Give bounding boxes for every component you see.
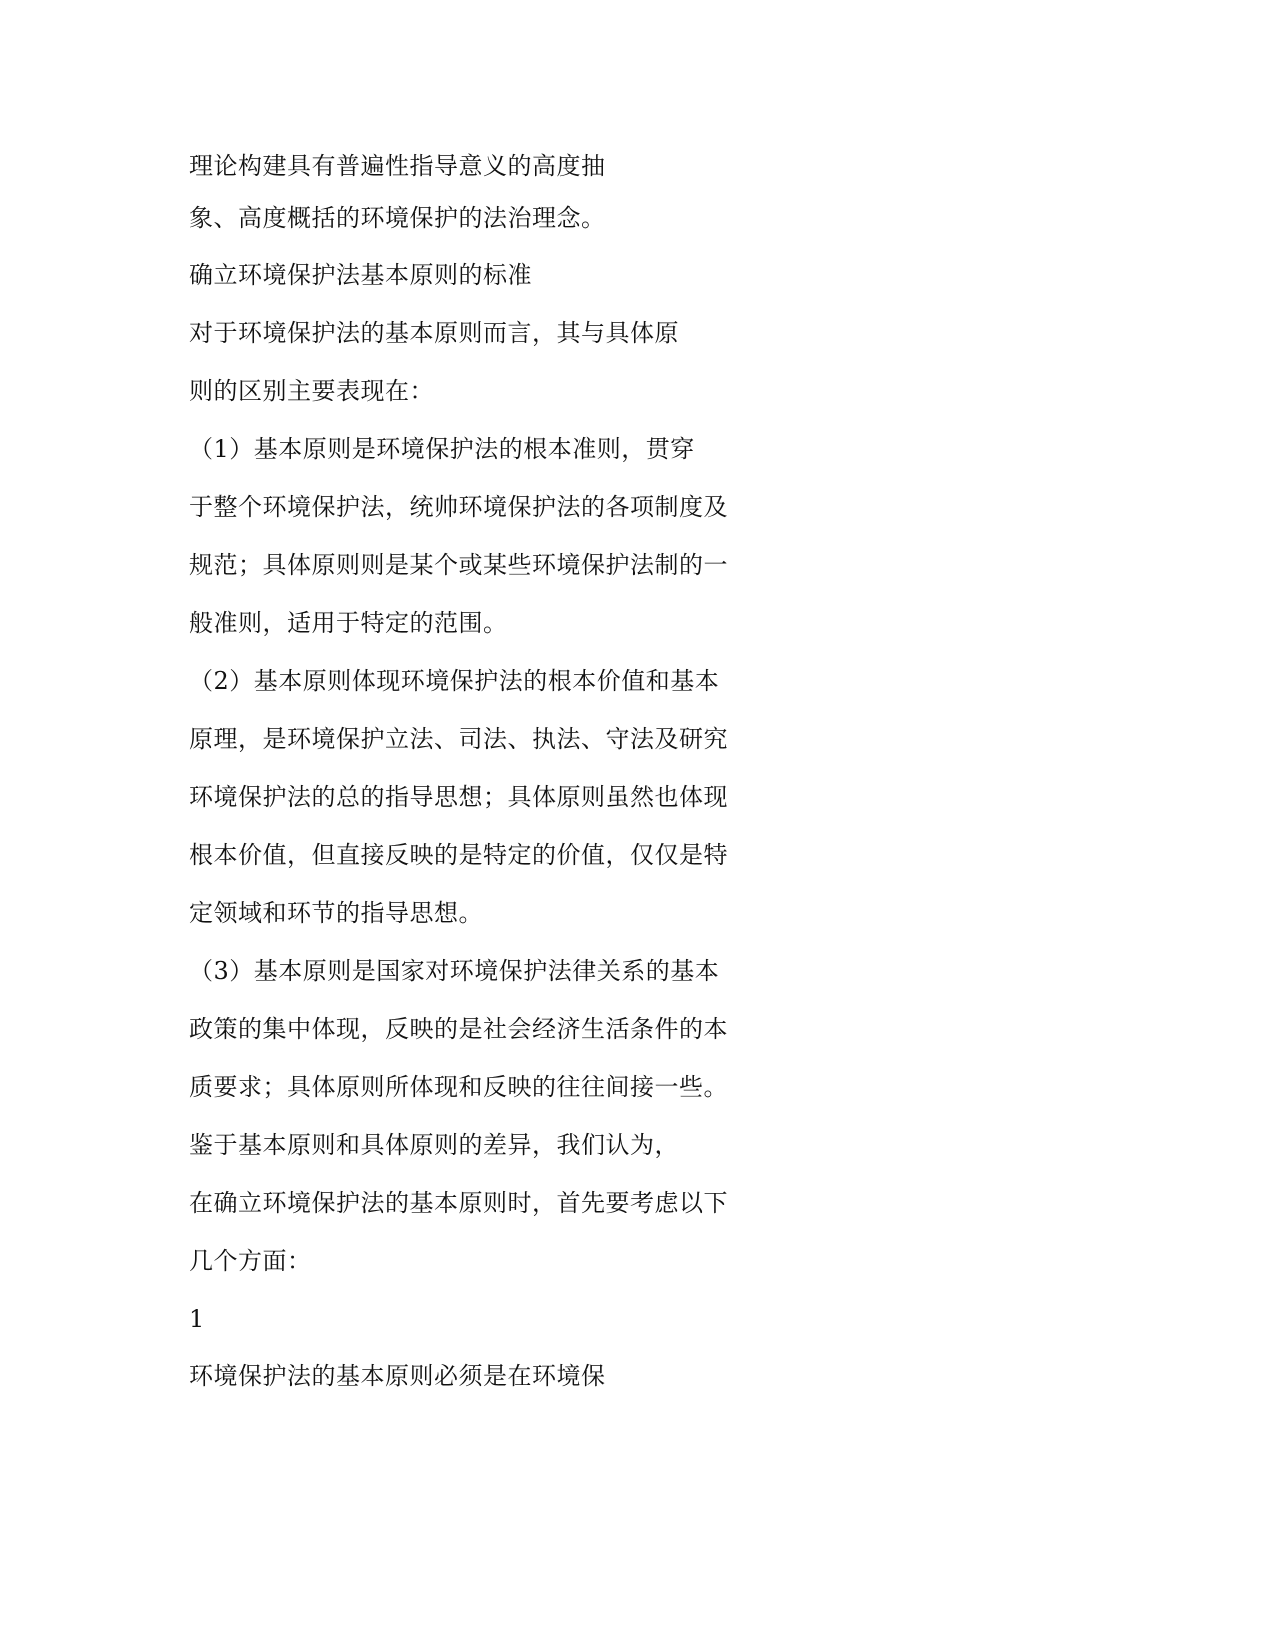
section-heading: 确立环境保护法基本原则的标准 bbox=[189, 261, 532, 289]
text-line: 象、高度概括的环境保护的法治理念。 bbox=[189, 204, 606, 232]
text-line: 政策的集中体现，反映的是社会经济生活条件的本 bbox=[189, 1015, 728, 1043]
text-line: 对于环境保护法的基本原则而言，其与具体原 bbox=[189, 319, 679, 347]
text-line: 质要求；具体原则所体现和反映的往往间接一些。 bbox=[189, 1073, 728, 1101]
text-line: 环境保护法的总的指导思想；具体原则虽然也体现 bbox=[189, 783, 728, 811]
list-item-1-line: （1）基本原则是环境保护法的根本准则，贯穿 bbox=[189, 435, 695, 463]
text-line: 规范；具体原则则是某个或某些环境保护法制的一 bbox=[189, 551, 728, 579]
text-line: 般准则，适用于特定的范围。 bbox=[189, 609, 508, 637]
text-line: 原理，是环境保护立法、司法、执法、守法及研究 bbox=[189, 725, 728, 753]
text-line: 则的区别主要表现在： bbox=[189, 377, 434, 405]
text-line: 理论构建具有普遍性指导意义的高度抽 bbox=[189, 152, 606, 180]
list-item-2-line: （2）基本原则体现环境保护法的根本价值和基本 bbox=[189, 667, 720, 695]
text-line: 环境保护法的基本原则必须是在环境保 bbox=[189, 1362, 606, 1390]
text-line: 根本价值，但直接反映的是特定的价值，仅仅是特 bbox=[189, 841, 728, 869]
text-line: 鉴于基本原则和具体原则的差异，我们认为， bbox=[189, 1131, 679, 1159]
list-item-3-line: （3）基本原则是国家对环境保护法律关系的基本 bbox=[189, 957, 720, 985]
text-line: 定领域和环节的指导思想。 bbox=[189, 899, 483, 927]
text-line: 于整个环境保护法，统帅环境保护法的各项制度及 bbox=[189, 493, 728, 521]
text-line: 在确立环境保护法的基本原则时，首先要考虑以下 bbox=[189, 1189, 728, 1217]
text-line: 几个方面： bbox=[189, 1247, 312, 1275]
item-number: 1 bbox=[189, 1305, 205, 1333]
